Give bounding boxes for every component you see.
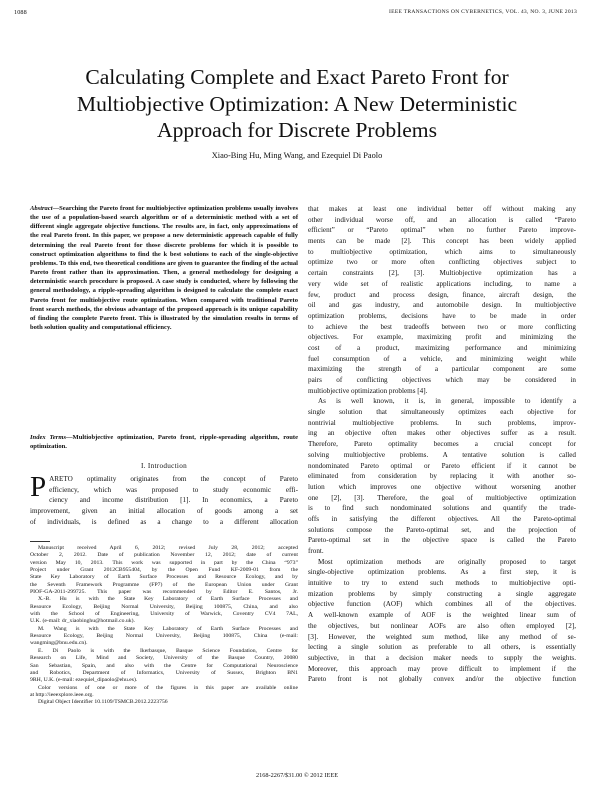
body-text-line: optimize two or more often conflicting objectives subject to <box>308 258 576 267</box>
intro-line: ciency and income distribution [1]. In economics, a Pareto <box>49 496 298 505</box>
body-text-line: ing an objective often makes other objectives suffer as a result. <box>308 429 576 438</box>
body-text-line: Pareto-optimal set in the objective space is called the Pareto <box>308 536 576 545</box>
body-text-line: one [2], [3]. Therefore, the goal of multiobjective optimization <box>308 493 576 502</box>
footnotes <box>30 545 298 707</box>
footnote-rule <box>30 541 50 542</box>
body-text-line: intuitive to try to extend such methods to multiobjective opti- <box>308 579 576 588</box>
copyright-footer: 2168-2267/$31.00 © 2012 IEEE <box>255 772 339 779</box>
body-text-line: lution which improves one objective without worsening another <box>308 482 576 491</box>
body-text-line: [3]. However, the weighted sum method, like any method of se- <box>308 632 576 641</box>
body-text-line: front. <box>308 547 324 555</box>
body-text-line: to multiobjective optimization, which aims to simultaneously <box>308 247 576 256</box>
journal-header: IEEE TRANSACTIONS ON CYBERNETICS, VOL. 43, NO. 3, JUNE 2013 <box>389 9 577 15</box>
page-number: 1088 <box>14 9 27 16</box>
intro-line: improvement, given an initial allocation of goods among a set <box>30 507 298 516</box>
footnote-line: San Sebastian, Spain, and also with the Centre for Computational Neuroscience <box>30 662 298 669</box>
body-text-line: efficient” or “Pareto optimal” when no further Pareto improve- <box>308 226 576 235</box>
footnote-line: at http://ieeexplore.ieee.org. <box>30 691 94 698</box>
body-text-line: ments can be made [2]. This concept has been widely applied <box>308 237 576 246</box>
section-heading: I. Introduction <box>140 462 188 470</box>
body-text-line: Therefore, Pareto optimality becomes a crucial concept for <box>308 440 576 449</box>
footnote-line: Color versions of one or more of the figures in this paper are available online <box>38 684 298 691</box>
footnote-line: Manuscript received April 6, 2012; revised July 28, 2012; accepted <box>38 545 298 551</box>
index-terms-label: Index Terms <box>30 434 66 441</box>
title-line: Approach for Discrete Problems <box>156 118 438 142</box>
body-text-line: single-objective optimization problems. As a first step, it is <box>308 568 576 577</box>
body-text-line: Pareto front is not globally convex and/or the objective function <box>308 675 576 684</box>
footnote-line: and Robotics, Department of Informatics, University of Sussex, Brighton BN1 <box>30 669 298 676</box>
body-text-line: offs in satisfying the different objectives. All the Pareto-optimal <box>308 514 576 523</box>
intro-paragraph <box>30 471 298 527</box>
title-line: Multiobjective Optimization: A New Deterministic <box>76 91 518 116</box>
body-text-line: fuel consumption of a vehicle, and minimizing weight while <box>308 354 576 363</box>
footnote-line: the Seventh Framework Programme (FP7) of the European Union under Grant <box>30 581 298 588</box>
body-text-line: objective function (AOF) which combines all of the objectives. <box>308 600 576 609</box>
intro-line: of individuals, is defined as a change to a different allocation <box>30 517 298 526</box>
body-text-line: optimization problems, decisions have to be made in order <box>308 311 576 320</box>
footnote-line: Resource Ecology, Beijing Normal University, Beijing 100875, China, and also <box>30 603 298 610</box>
body-text-line: is to find such nondominated solutions and quantify the trade- <box>308 504 576 513</box>
footnote-line: E. Di Paolo is with the Ikerbasque, Basque Science Foundation, Centre for <box>38 647 298 654</box>
body-text-line: Most optimization methods are originally proposed to target <box>318 557 576 566</box>
body-text-line: Moreover, this approach may prove difficult to implement if the <box>308 664 576 673</box>
footnote-line: Resource Ecology, Beijing Normal University, Beijing 100875, China (e-mail: <box>30 633 298 640</box>
body-text-line: eliminated from consideration by replacing it with another so- <box>308 472 576 481</box>
title-line: Calculating Complete and Exact Pareto Front for <box>85 65 509 89</box>
footnote-line: Research on Life, Mind and Society, University of the Basque Country, 20080 <box>30 655 298 662</box>
body-text-line: few, product and process design, finance, aircraft design, the <box>308 290 576 299</box>
intro-line: ARETO optimality originates from the concept of Pareto <box>49 475 298 483</box>
index-terms <box>30 433 298 451</box>
right-column <box>308 204 576 685</box>
body-text-line: certain constraints [2], [3]. Multiobjective optimization has a <box>308 269 576 278</box>
intro-line: efficiency, which was proposed to study economic effi- <box>49 485 298 494</box>
body-text-line: that makes at least one individual better off without making any <box>308 205 576 213</box>
body-text-line: very wide set of realistic applications including, to name a <box>308 279 576 288</box>
body-text-line: objectives. For example, maximizing profit and minimizing the <box>308 333 576 342</box>
body-text-line: solutions compose the Pareto-optimal set, and the projection of <box>308 525 576 534</box>
footnote-line: wangming@bnu.edu.cn). <box>30 640 88 647</box>
footnote-line: X.-B. Hu is with the State Key Laboratory of Earth Surface Processes and <box>38 596 298 603</box>
body-text-line: subjective, in that a decision maker needs to supply the weights. <box>308 653 576 662</box>
body-text-line: the objectives, but nonlinear AOFs are also often employed [2], <box>308 621 576 630</box>
footnote-line: U.K. (e-mail: dr_xiaobinghu@hotmail.co.uk). <box>30 618 135 625</box>
body-text-line: nontrivial multiobjective problems. In such problems, improv- <box>308 418 576 427</box>
body-text-line: pairs of conflicting objectives which may be considered in <box>308 376 576 384</box>
abstract-label: Abstract <box>30 205 53 212</box>
body-text-line: to achieve the best tradeoffs between two or more conflicting <box>308 322 576 331</box>
footnote-line: 9RH, U.K. (e-mail: ezequiel_dipaolo@ehu.es). <box>30 677 138 684</box>
footnote-line: M. Wang is with the State Key Laboratory of Earth Surface Processes and <box>38 625 298 632</box>
footnote-line: version May 10, 2013. This work was supported in part by the China “973” <box>30 559 298 566</box>
abstract <box>30 204 298 332</box>
footnote-line: PIOF-GA-2011-299725. This paper was recommended by Editor E. Santos, Jr. <box>30 589 298 596</box>
body-text-line: single solution that simultaneously optimizes each objective for <box>308 408 576 417</box>
body-text-line: maximizing the strength of a particular component are some <box>308 365 576 374</box>
paper-title <box>30 64 564 144</box>
body-text-line: mization problems by simply constructing a single aggregate <box>308 589 576 598</box>
body-text-line: nondominated Pareto optimal or Pareto efficient if it cannot be <box>308 461 576 470</box>
footnote-line: with the School of Engineering, University of Warwick, Coventry CV4 7AL, <box>30 611 298 618</box>
footnote-line: Digital Object Identifier 10.1109/TSMCB.2012.2223756 <box>38 699 168 706</box>
footnote-line: Project under Grant 2012CB955404, by the Open Fund KF-2009-01 from the <box>30 567 298 574</box>
body-text-line: oil and gas industry, and automobile design. In multiobjective <box>308 301 576 310</box>
footnote-line: October 2, 2012. Date of publication November 12, 2012; date of current <box>30 552 298 559</box>
author-list: Xiao-Bing Hu, Ming Wang, and Ezequiel Di Paolo <box>211 151 383 160</box>
index-terms-text: —Multiobjective optimization, Pareto front, ripple-spreading algorithm, route optimization. <box>30 434 298 451</box>
body-text-line: cost of a product, maximizing performance and minimizing <box>308 343 576 352</box>
body-text-line: A well-known example of AOF is the weighted linear sum of <box>308 611 576 620</box>
body-text-line: solving multiobjective problems. A tentative solution is called <box>308 450 576 459</box>
footnote-line: State Key Laboratory of Earth Surface Processes and Resource Ecology, and by <box>30 574 298 581</box>
body-text-line: multiobjective optimization problems [4]. <box>308 386 428 395</box>
drop-cap: P <box>30 471 47 503</box>
abstract-text: —Searching the Pareto front for multiobjective optimization problems usually involves the use of a population-based search algorithm or of a deterministic method with a set of different single aggregate objective functions. The results are, in fact, only approximations of the real Pareto front. In this paper, we propose a new deterministic approach capable of fully determining the real Pareto front for those discrete problems for which it is possible to construct optimization algorithms to find the k best solutions to each of the single-objective problems. To this end, two theoretical conditions are given to guarantee the finding of the actual Pareto front rather than its approximation. Then, a general methodology for designing a deterministic search procedure is proposed. A case study is conducted, where by following the general methodology, a ripple-spreading algorithm is designed to calculate the complete exact Pareto front for multiobjective route optimization. When compared with traditional Pareto front search methods, the obvious advantage of the proposed approach is its unique capability of finding the complete Pareto front. This is illustrated by the simulation results in terms of both solution quality and computational efficiency. <box>30 205 298 332</box>
body-text-line: lecting a single solution as preferable to all others, is essentially <box>308 643 576 652</box>
body-text-line: As is well known, it is, in general, impossible to identify a <box>318 397 576 406</box>
body-text-line: other individual worse off, and an allocation is called “Pareto <box>308 215 576 224</box>
